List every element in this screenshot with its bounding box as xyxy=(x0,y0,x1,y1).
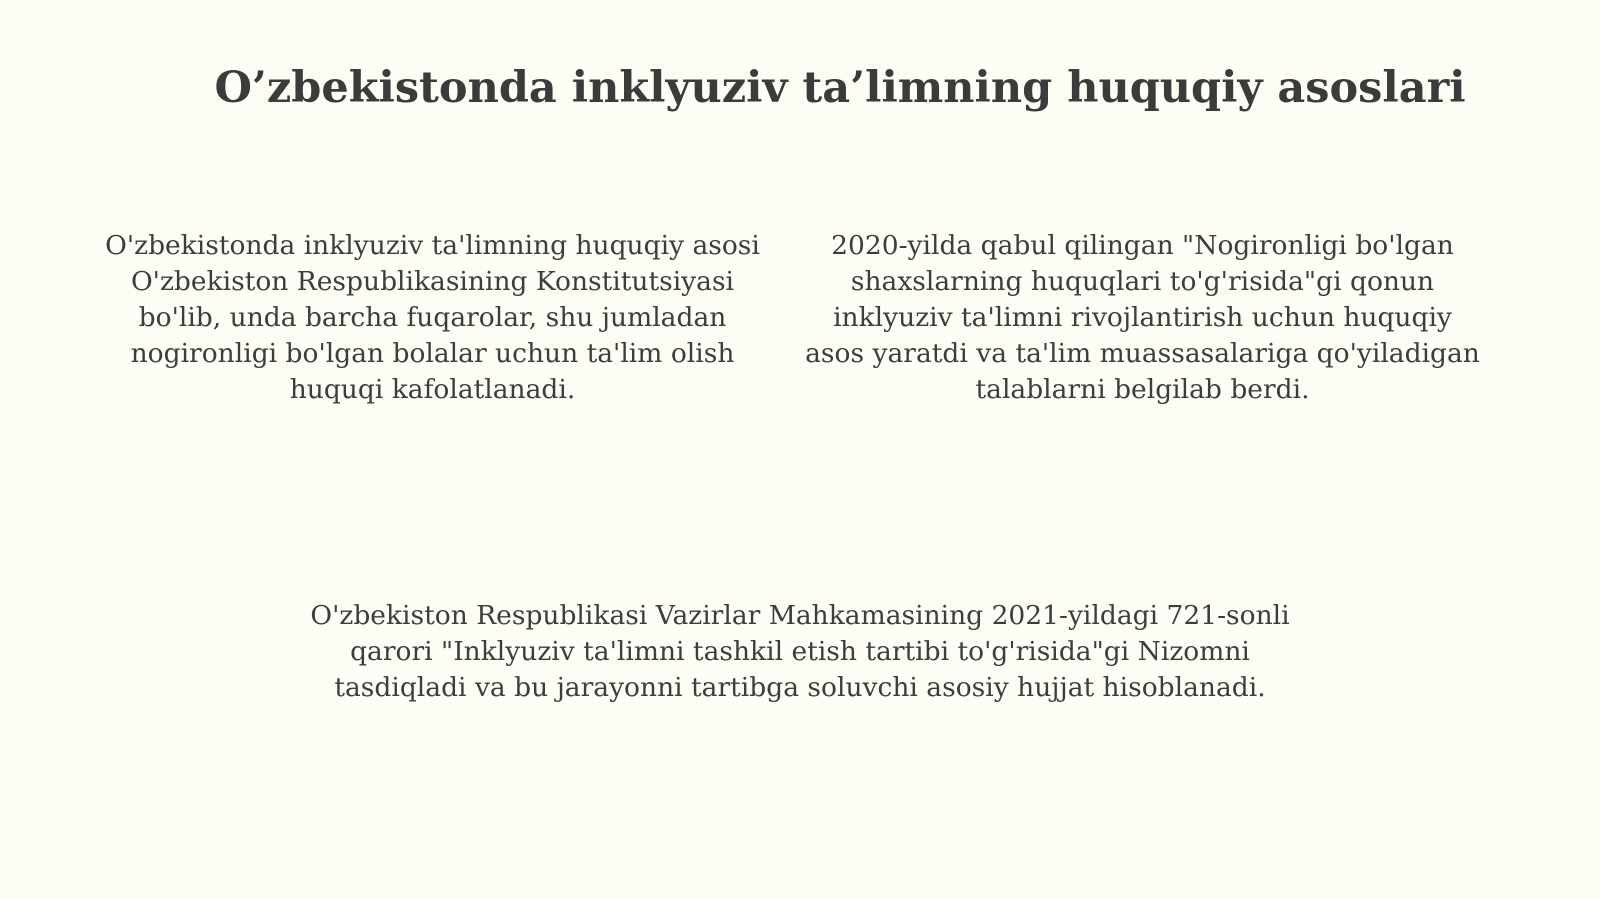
paragraph-cabinet-resolution: O'zbekiston Respublikasi Vazirlar Mahkamasining 2021-yildagi 721-sonli qarori "Inklyuziv ta'limni tashkil etish tartibi to'g'risida"gi Nizomni tasdiqladi va bu jarayonni tartibga soluvchi asosiy hujjat hisoblanadi. xyxy=(310,600,1290,703)
paragraph-constitution: O'zbekistonda inklyuziv ta'limning huquqiy asosi O'zbekiston Respublikasining Konstitutsiyasi bo'lib, unda barcha fuqarolar, shu jumladan nogironligi bo'lgan bolalar uchun ta'lim olish huquqi kafolatlanadi. xyxy=(105,230,760,405)
slide-title: O’zbekistonda inklyuziv ta’limning huquqiy asoslari xyxy=(214,63,1466,113)
paragraph-disability-law: 2020-yilda qabul qilingan "Nogironligi bo'lgan shaxslarning huquqlari to'g'risida"gi qonun inklyuziv ta'limni rivojlantirish uchun huquqiy asos yaratdi va ta'lim muassasalariga qo'yiladigan talablarni belgilab berdi. xyxy=(805,230,1480,405)
